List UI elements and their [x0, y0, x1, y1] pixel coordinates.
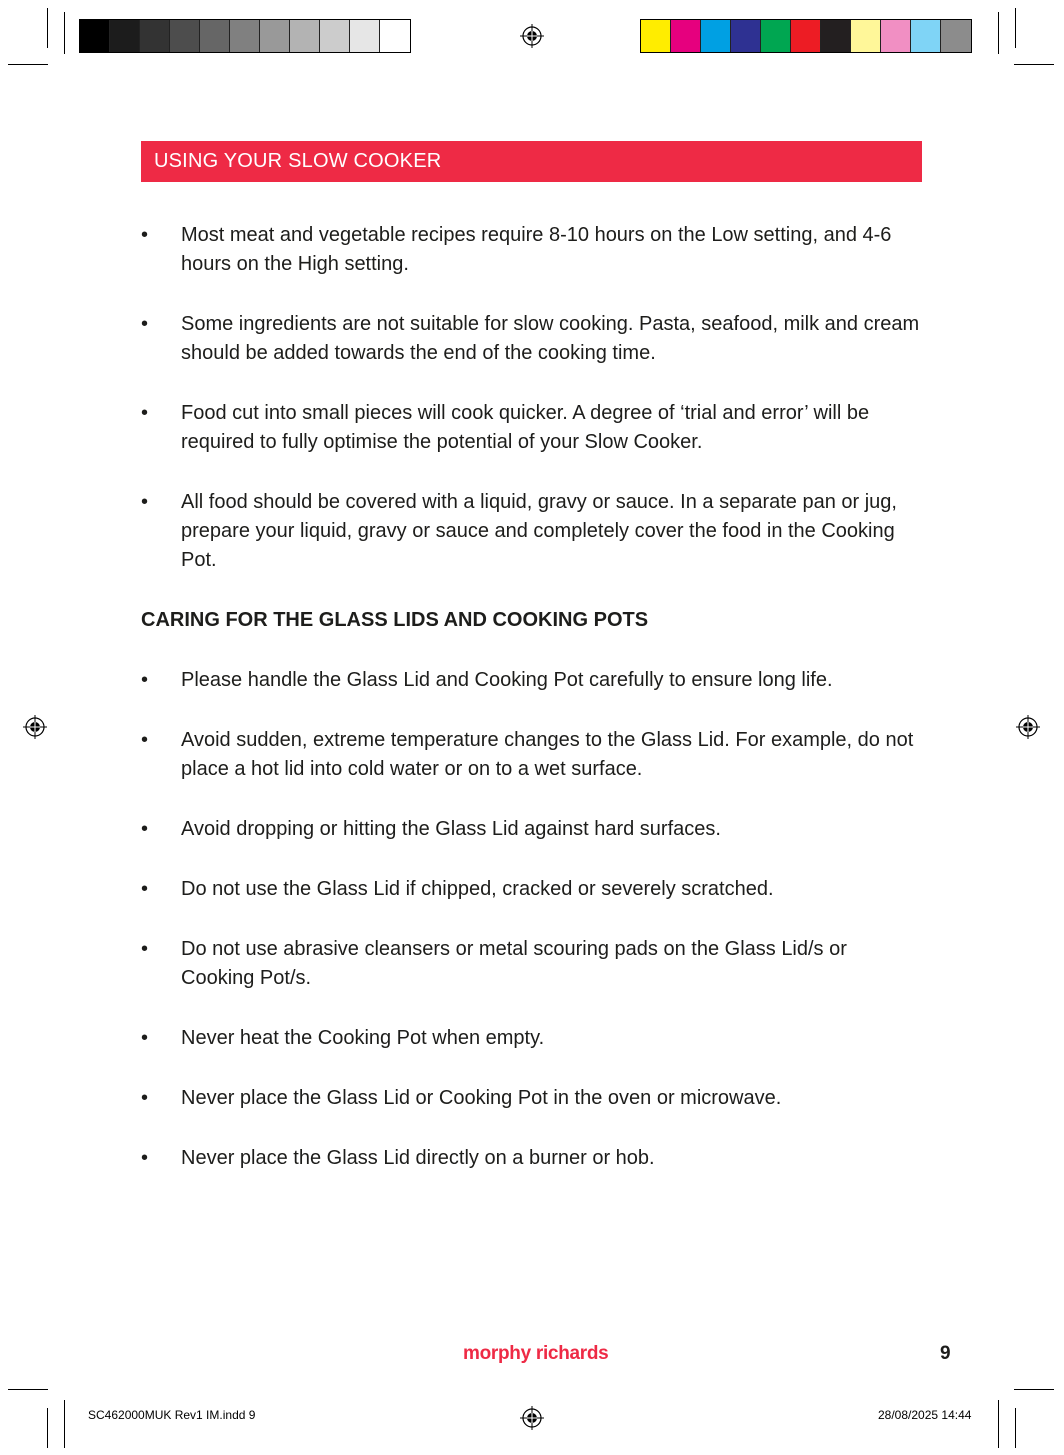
bullet-icon: • — [141, 224, 149, 246]
slug-rule — [64, 12, 65, 54]
color-swatch — [881, 20, 911, 52]
color-swatch — [80, 20, 110, 52]
color-swatch — [110, 20, 140, 52]
crop-mark — [47, 8, 48, 48]
bullet-icon: • — [141, 313, 149, 335]
color-swatch — [731, 20, 761, 52]
list-item-text: Do not use abrasive cleansers or metal scouring pads on the Glass Lid/s or Cooking Pot/s. — [181, 938, 847, 989]
list-item — [141, 935, 921, 993]
color-swatch — [350, 20, 380, 52]
list-item — [141, 1024, 921, 1053]
list-item-text: Food cut into small pieces will cook quicker. A degree of ‘trial and error’ will be required to fully optimise the potential of your Slow Cooker. — [181, 402, 870, 453]
color-swatch — [761, 20, 791, 52]
list-item-text: Avoid sudden, extreme temperature changes to the Glass Lid. For example, do not place a hot lid into cold water or on to a wet surface. — [181, 729, 914, 780]
list-item — [141, 666, 921, 695]
list-item-text: Never heat the Cooking Pot when empty. — [181, 1027, 545, 1049]
list-item — [141, 1084, 921, 1113]
list-item — [141, 310, 921, 368]
care-subheading: CARING FOR THE GLASS LIDS AND COOKING POTS — [141, 609, 649, 631]
bullet-icon: • — [141, 1027, 149, 1049]
list-item — [141, 726, 921, 784]
process-color-bar — [640, 19, 972, 53]
list-item-text: Never place the Glass Lid or Cooking Pot in the oven or microwave. — [181, 1087, 782, 1109]
registration-mark-icon — [520, 24, 544, 48]
crop-mark — [8, 1389, 48, 1390]
glass-lid-care-list — [141, 666, 921, 1173]
color-swatch — [230, 20, 260, 52]
brand-logo: morphy richards — [463, 1343, 609, 1364]
slug-date-time: 28/08/2025 14:44 — [878, 1408, 972, 1422]
list-item — [141, 875, 921, 904]
list-item-text: All food should be covered with a liquid, gravy or sauce. In a separate pan or jug, prepare your liquid, gravy or sauce and completely cover the food in the Cooking Pot. — [181, 491, 897, 571]
list-item-text: Do not use the Glass Lid if chipped, cracked or severely scratched. — [181, 878, 774, 900]
slug-rule — [998, 12, 999, 54]
color-swatch — [851, 20, 881, 52]
color-swatch — [290, 20, 320, 52]
color-swatch — [200, 20, 230, 52]
color-swatch — [380, 20, 410, 52]
bullet-icon: • — [141, 1087, 149, 1109]
color-swatch — [911, 20, 941, 52]
color-swatch — [941, 20, 971, 52]
bullet-icon: • — [141, 878, 149, 900]
crop-mark — [1014, 1389, 1054, 1390]
crop-mark — [1014, 64, 1054, 65]
list-item — [141, 399, 921, 457]
list-item-text: Avoid dropping or hitting the Glass Lid against hard surfaces. — [181, 818, 721, 840]
list-item-text: Most meat and vegetable recipes require 8-10 hours on the Low setting, and 4-6 hours on the High setting. — [181, 224, 892, 275]
color-swatch — [641, 20, 671, 52]
crop-mark — [1015, 8, 1016, 48]
color-swatch — [260, 20, 290, 52]
list-item-text: Never place the Glass Lid directly on a burner or hob. — [181, 1147, 655, 1169]
bullet-icon: • — [141, 818, 149, 840]
list-item — [141, 488, 921, 575]
registration-mark-icon — [23, 715, 47, 739]
color-swatch — [140, 20, 170, 52]
crop-mark — [47, 1408, 48, 1448]
slug-rule — [64, 1400, 65, 1448]
bullet-icon: • — [141, 491, 149, 513]
color-swatch — [170, 20, 200, 52]
list-item-text: Please handle the Glass Lid and Cooking Pot carefully to ensure long life. — [181, 669, 833, 691]
bullet-icon: • — [141, 729, 149, 751]
list-item — [141, 815, 921, 844]
color-swatch — [671, 20, 701, 52]
color-swatch — [821, 20, 851, 52]
crop-mark — [1015, 1408, 1016, 1448]
list-item — [141, 221, 921, 279]
section-title: USING YOUR SLOW COOKER — [154, 150, 442, 172]
bullet-icon: • — [141, 669, 149, 691]
registration-mark-icon — [1016, 715, 1040, 739]
crop-mark — [8, 64, 48, 65]
page-number: 9 — [940, 1343, 951, 1364]
list-item — [141, 1144, 921, 1173]
color-swatch — [791, 20, 821, 52]
grayscale-color-bar — [79, 19, 411, 53]
slow-cooker-tips-list — [141, 221, 921, 575]
color-swatch — [320, 20, 350, 52]
list-item-text: Some ingredients are not suitable for slow cooking. Pasta, seafood, milk and cream should be added towards the end of the cooking time. — [181, 313, 920, 364]
slug-file-info: SC462000MUK Rev1 IM.indd 9 — [88, 1408, 256, 1422]
color-swatch — [701, 20, 731, 52]
instructions-content — [141, 221, 921, 1173]
slug-rule — [998, 1400, 999, 1448]
bullet-icon: • — [141, 1147, 149, 1169]
section-header-bar — [141, 141, 922, 182]
registration-mark-icon — [520, 1406, 544, 1430]
bullet-icon: • — [141, 402, 149, 424]
bullet-icon: • — [141, 938, 149, 960]
